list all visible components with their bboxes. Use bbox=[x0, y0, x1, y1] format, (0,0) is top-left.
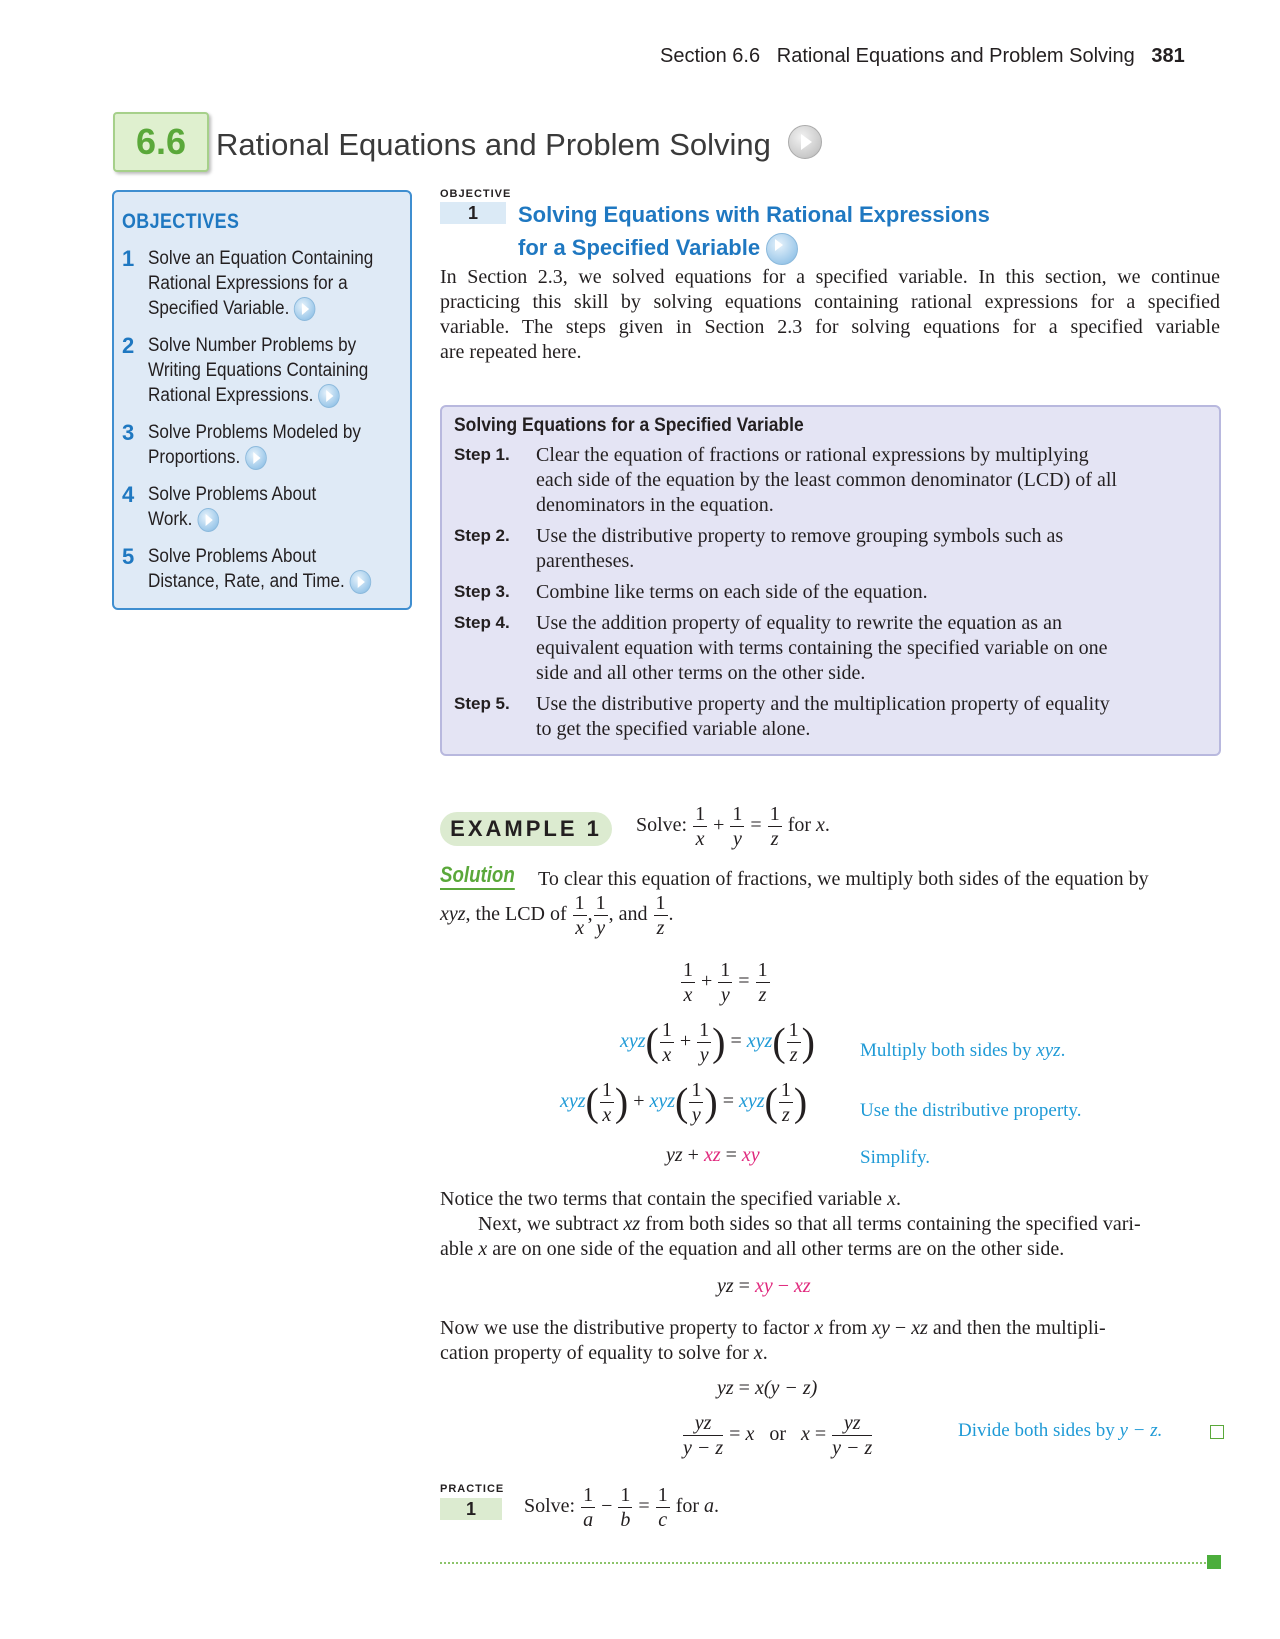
variable: xyz bbox=[440, 903, 466, 926]
objective-text bbox=[148, 420, 361, 470]
video-play-icon[interactable] bbox=[350, 570, 372, 594]
operator: − bbox=[601, 1495, 613, 1518]
fraction bbox=[618, 1485, 632, 1530]
section-number-badge bbox=[113, 112, 209, 172]
fraction bbox=[594, 893, 608, 938]
objective-line: Solve an Equation Containing bbox=[148, 248, 374, 269]
multiplier: xyz bbox=[649, 1090, 676, 1113]
variable: x bbox=[753, 1342, 763, 1364]
practice-label: PRACTICE bbox=[440, 1483, 505, 1495]
variable: x bbox=[478, 1238, 488, 1260]
denominator: z bbox=[656, 917, 665, 939]
step-3 bbox=[454, 580, 1207, 605]
term: yz bbox=[666, 1144, 683, 1166]
left-paren: ( bbox=[772, 1019, 786, 1065]
operator: = bbox=[729, 1423, 741, 1446]
step-line: side and all other terms on the other side. bbox=[536, 662, 866, 684]
intro-line: In Section 2.3, we solved equations for a specified variable. In this section, we continue bbox=[440, 266, 1220, 288]
multiplier: xyz bbox=[738, 1090, 765, 1113]
numerator: 1 bbox=[595, 892, 606, 914]
left-paren: ( bbox=[585, 1079, 599, 1125]
for-text: for bbox=[675, 1495, 700, 1518]
step-line: denominators in the equation. bbox=[536, 494, 774, 516]
step-label: Step 3. bbox=[454, 582, 510, 601]
annotation-distributive: Use the distributive property. bbox=[860, 1100, 1082, 1121]
denominator: x bbox=[575, 917, 585, 939]
text: and then the multipli- bbox=[932, 1317, 1106, 1339]
operator: = bbox=[750, 814, 762, 837]
equation-2 bbox=[620, 1020, 815, 1065]
term: yz bbox=[717, 1377, 734, 1399]
fraction bbox=[832, 1413, 872, 1458]
objective-item-1[interactable] bbox=[122, 246, 410, 321]
denominator: c bbox=[658, 1509, 668, 1531]
multiplier: xyz bbox=[620, 1030, 646, 1053]
equation-4 bbox=[666, 1144, 760, 1167]
intro-paragraph bbox=[440, 265, 1220, 365]
fraction bbox=[697, 1020, 711, 1065]
annotation-expression: y − z. bbox=[1119, 1420, 1163, 1441]
variable: xz bbox=[911, 1317, 928, 1339]
example-label: EXAMPLE 1 bbox=[450, 816, 602, 841]
numerator: 1 bbox=[757, 959, 768, 981]
objectives-heading: OBJECTIVES bbox=[122, 210, 240, 233]
numerator: 1 bbox=[620, 1484, 631, 1506]
variable: a bbox=[704, 1495, 715, 1518]
objective-line: Writing Equations Containing bbox=[148, 360, 369, 381]
or-text: or bbox=[769, 1423, 786, 1446]
right-paren: ) bbox=[793, 1079, 808, 1125]
step-line: to get the specified variable alone. bbox=[536, 718, 811, 740]
objective-number-badge bbox=[440, 202, 506, 224]
objective-line: Solve Problems Modeled by bbox=[148, 422, 361, 443]
video-play-icon[interactable] bbox=[766, 233, 798, 265]
step-text bbox=[536, 611, 1107, 686]
objective-line: Solve Problems About bbox=[148, 546, 317, 567]
objective-line: Proportions. bbox=[148, 447, 241, 468]
operator: − bbox=[777, 1275, 789, 1297]
denominator: y bbox=[732, 828, 742, 850]
solve-text: Solve: bbox=[524, 1495, 576, 1518]
notice-text: Notice the two terms that contain the specified variable bbox=[440, 1188, 883, 1210]
right-paren: ) bbox=[712, 1019, 726, 1065]
left-paren: ( bbox=[645, 1019, 659, 1065]
practice-number-badge bbox=[440, 1498, 502, 1520]
steps-box-title: Solving Equations for a Specified Variable bbox=[454, 415, 804, 436]
denominator: y − z bbox=[832, 1437, 873, 1459]
section-number: 6.6 bbox=[135, 121, 187, 162]
objective-title bbox=[518, 198, 990, 265]
numerator: 1 bbox=[720, 959, 731, 981]
right-paren: ) bbox=[704, 1079, 718, 1125]
variable: x bbox=[801, 1423, 810, 1446]
step-5 bbox=[454, 692, 1207, 742]
factored-expression: x(y − z) bbox=[754, 1377, 818, 1399]
left-paren: ( bbox=[675, 1079, 689, 1125]
fraction bbox=[654, 893, 668, 938]
and-text: and bbox=[618, 903, 648, 926]
variable: xz bbox=[623, 1213, 641, 1235]
equation-1 bbox=[680, 960, 771, 1005]
highlighted-term: xz bbox=[703, 1144, 721, 1166]
denominator: x bbox=[695, 828, 705, 850]
header-title: Rational Equations and Problem Solving bbox=[776, 45, 1135, 67]
text: Next, we subtract bbox=[478, 1213, 619, 1235]
end-of-example-box bbox=[1210, 1425, 1224, 1439]
step-label: Step 4. bbox=[454, 613, 510, 632]
multiplier: xyz bbox=[746, 1030, 773, 1053]
highlighted-term: xy bbox=[741, 1144, 760, 1166]
right-paren: ) bbox=[801, 1019, 815, 1065]
numerator: yz bbox=[683, 1413, 723, 1436]
fraction bbox=[768, 804, 782, 849]
video-play-icon[interactable] bbox=[318, 384, 340, 408]
objective-item-5[interactable] bbox=[122, 544, 410, 594]
section-title bbox=[216, 125, 822, 163]
fraction bbox=[681, 960, 695, 1005]
variable: x bbox=[745, 1423, 755, 1446]
step-text bbox=[536, 443, 1117, 518]
numerator: 1 bbox=[683, 959, 693, 981]
fraction bbox=[730, 804, 744, 849]
equation-7 bbox=[682, 1413, 873, 1458]
fraction bbox=[573, 893, 587, 938]
objective-item-4[interactable] bbox=[122, 482, 410, 532]
text: from both sides so that all terms containing the specified vari- bbox=[645, 1213, 1141, 1235]
intro-line: practicing this skill by solving equations containing rational expressions for a specified bbox=[440, 291, 1220, 313]
solution-label: Solution bbox=[440, 862, 515, 890]
variable: x bbox=[816, 814, 825, 837]
step-4 bbox=[454, 611, 1207, 686]
operator: = bbox=[722, 1090, 734, 1113]
objective-line: Solve Problems About bbox=[148, 484, 317, 505]
operator: + bbox=[701, 970, 713, 993]
text: are on one side of the equation and all other terms are on the other side. bbox=[492, 1238, 1065, 1260]
denominator: x bbox=[602, 1104, 612, 1126]
numerator: 1 bbox=[601, 1079, 612, 1101]
step-1 bbox=[454, 443, 1207, 518]
fraction bbox=[581, 1485, 595, 1530]
numerator: yz bbox=[832, 1413, 872, 1436]
objective-label: OBJECTIVE bbox=[440, 188, 512, 200]
annotation-text: Multiply both sides by bbox=[860, 1040, 1032, 1061]
objective-text bbox=[148, 482, 316, 532]
text: cation property of equality to solve for bbox=[440, 1342, 749, 1364]
step-label: Step 1. bbox=[454, 445, 510, 464]
operator: = bbox=[738, 970, 750, 993]
step-line: Clear the equation of fractions or rational expressions by multiplying bbox=[536, 444, 1089, 466]
operator: + bbox=[687, 1144, 699, 1166]
example-badge bbox=[440, 812, 612, 846]
video-play-icon[interactable] bbox=[197, 508, 219, 532]
numerator: 1 bbox=[699, 1019, 710, 1041]
operator: + bbox=[633, 1090, 645, 1113]
objectives-box bbox=[112, 190, 412, 610]
fraction bbox=[693, 804, 707, 849]
step-line: equivalent equation with terms containing the specified variable on one bbox=[536, 637, 1108, 659]
annotation-divide bbox=[958, 1420, 1162, 1442]
objective-line: Solve Number Problems by bbox=[148, 335, 357, 356]
term: yz bbox=[717, 1275, 734, 1297]
left-paren: ( bbox=[764, 1079, 778, 1125]
fraction bbox=[683, 1413, 723, 1458]
denominator: b bbox=[620, 1509, 631, 1531]
denominator: x bbox=[683, 984, 693, 1006]
step-text bbox=[536, 580, 928, 605]
divider-end-square bbox=[1207, 1555, 1221, 1569]
fraction bbox=[656, 1485, 670, 1530]
practice-number: 1 bbox=[465, 1499, 476, 1519]
step-label: Step 2. bbox=[454, 526, 510, 545]
variable: xyz bbox=[1036, 1040, 1061, 1061]
solution-line-2: xyz, the LCD of $\frac{1}{x}$ , $\frac{1}{y}$ , and $\frac{1}{z}$ . bbox=[440, 892, 674, 939]
highlighted-term: xz bbox=[794, 1275, 811, 1297]
numerator: 1 bbox=[574, 892, 585, 914]
operator: = bbox=[638, 1495, 650, 1518]
objective-number: 4 bbox=[122, 482, 135, 507]
operator: + bbox=[679, 1030, 692, 1053]
fraction bbox=[787, 1020, 801, 1065]
denominator: z bbox=[789, 1044, 798, 1066]
step-label: Step 5. bbox=[454, 694, 510, 713]
objective-text bbox=[148, 246, 373, 321]
annotation-text: Divide both sides by bbox=[958, 1420, 1115, 1441]
practice-problem: Solve: $\frac{1}{a}$ − $\frac{1}{b}$ = $\frac{1}{c}$ for a. bbox=[524, 1484, 720, 1531]
objective-title-line: for a Specified Variable bbox=[518, 235, 761, 260]
objective-line: Specified Variable. bbox=[148, 298, 290, 319]
text: Now we use the distributive property to factor bbox=[440, 1317, 810, 1339]
numerator: 1 bbox=[657, 1484, 668, 1506]
video-play-icon[interactable] bbox=[788, 125, 822, 159]
solution-line-1: To clear this equation of fractions, we multiply both sides of the equation by bbox=[538, 868, 1149, 890]
fraction bbox=[600, 1080, 614, 1125]
denominator: a bbox=[583, 1509, 594, 1531]
numerator: 1 bbox=[655, 892, 666, 914]
objective-title-line: Solving Equations with Rational Expressions bbox=[518, 202, 990, 227]
denominator: z bbox=[758, 984, 767, 1006]
objective-line: Rational Expressions. bbox=[148, 385, 314, 406]
numerator: 1 bbox=[695, 803, 706, 825]
operator: = bbox=[814, 1423, 827, 1446]
fraction bbox=[718, 960, 732, 1005]
header-section: Section 6.6 bbox=[660, 45, 761, 67]
numerator: 1 bbox=[661, 1019, 672, 1041]
operator: + bbox=[713, 814, 725, 837]
objective-number: 3 bbox=[122, 420, 135, 445]
running-header bbox=[660, 45, 1185, 68]
intro-line: are repeated here. bbox=[440, 341, 582, 363]
text: from bbox=[828, 1317, 868, 1339]
objectives-list bbox=[122, 246, 410, 594]
next-paragraph bbox=[440, 1212, 1220, 1262]
numerator: 1 bbox=[769, 803, 780, 825]
operator: = bbox=[725, 1144, 737, 1166]
equation-3 bbox=[560, 1080, 807, 1125]
now-paragraph: Now we use the distributive property to factor x from xy − xz and then the multipli- cation property of equality to solve for x. bbox=[440, 1317, 1106, 1364]
denominator: y bbox=[699, 1044, 709, 1066]
objective-line: Rational Expressions for a bbox=[148, 273, 348, 294]
annotation-simplify: Simplify. bbox=[860, 1147, 931, 1168]
numerator: 1 bbox=[691, 1079, 702, 1101]
equation-5 bbox=[717, 1275, 811, 1298]
denominator: z bbox=[781, 1104, 790, 1126]
section-title-text: Rational Equations and Problem Solving bbox=[216, 127, 771, 162]
text: , the LCD of bbox=[465, 903, 567, 926]
numerator: 1 bbox=[780, 1079, 791, 1101]
denominator: y − z bbox=[683, 1437, 724, 1459]
text: able bbox=[440, 1238, 474, 1260]
period: . bbox=[824, 814, 830, 837]
fraction bbox=[660, 1020, 674, 1065]
objective-number: 1 bbox=[122, 246, 135, 271]
objective-number: 1 bbox=[467, 203, 478, 223]
numerator: 1 bbox=[732, 803, 743, 825]
practice-divider bbox=[440, 1562, 1206, 1564]
numerator: 1 bbox=[583, 1484, 594, 1506]
objective-item-3[interactable] bbox=[122, 420, 410, 470]
numerator: 1 bbox=[788, 1019, 799, 1041]
steps-box bbox=[440, 405, 1221, 756]
fraction bbox=[689, 1080, 703, 1125]
step-2 bbox=[454, 524, 1207, 574]
objective-text bbox=[148, 333, 368, 408]
equation-6 bbox=[717, 1377, 817, 1400]
solve-text: Solve: bbox=[636, 814, 688, 837]
denominator: x bbox=[662, 1044, 672, 1066]
denominator: y bbox=[720, 984, 730, 1006]
video-play-icon[interactable] bbox=[245, 446, 267, 470]
operator: = bbox=[730, 1030, 742, 1053]
intro-line: variable. The steps given in Section 2.3 for solving equations for a specified variable bbox=[440, 316, 1220, 338]
for-text: for bbox=[787, 814, 812, 837]
denominator: z bbox=[770, 828, 779, 850]
denominator: y bbox=[596, 917, 606, 939]
multiplier: xyz bbox=[560, 1090, 586, 1113]
fraction bbox=[779, 1080, 793, 1125]
step-text bbox=[536, 524, 1063, 574]
objective-text bbox=[148, 544, 371, 594]
step-line: Use the addition property of equality to rewrite the equation as an bbox=[536, 612, 1062, 634]
objective-item-2[interactable] bbox=[122, 333, 410, 408]
right-paren: ) bbox=[614, 1079, 629, 1125]
objective-line: Distance, Rate, and Time. bbox=[148, 571, 345, 592]
operator: = bbox=[738, 1275, 750, 1297]
video-play-icon[interactable] bbox=[294, 297, 316, 321]
objective-number: 5 bbox=[122, 544, 135, 569]
variable: x bbox=[887, 1188, 896, 1210]
variable: xy bbox=[872, 1317, 890, 1339]
notice-line: Notice the two terms that contain the specified variable x. bbox=[440, 1188, 901, 1210]
operator: = bbox=[738, 1377, 750, 1399]
step-line: Use the distributive property and the multiplication property of equality bbox=[536, 693, 1110, 715]
page-number: 381 bbox=[1151, 45, 1185, 67]
step-line: Use the distributive property to remove grouping symbols such as bbox=[536, 525, 1064, 547]
annotation-multiply: Multiply both sides by xyz. bbox=[860, 1040, 1066, 1061]
highlighted-term: xy bbox=[754, 1275, 773, 1297]
operator: − bbox=[894, 1317, 907, 1339]
denominator: y bbox=[691, 1104, 701, 1126]
fraction bbox=[756, 960, 770, 1005]
step-line: Combine like terms on each side of the equation. bbox=[536, 581, 928, 603]
objective-line: Work. bbox=[148, 509, 193, 530]
example-problem bbox=[636, 804, 830, 849]
step-text bbox=[536, 692, 1110, 742]
step-line: parentheses. bbox=[536, 550, 635, 572]
variable: x bbox=[814, 1317, 824, 1339]
step-line: each side of the equation by the least common denominator (LCD) of all bbox=[536, 469, 1117, 491]
objective-number: 2 bbox=[122, 333, 135, 358]
